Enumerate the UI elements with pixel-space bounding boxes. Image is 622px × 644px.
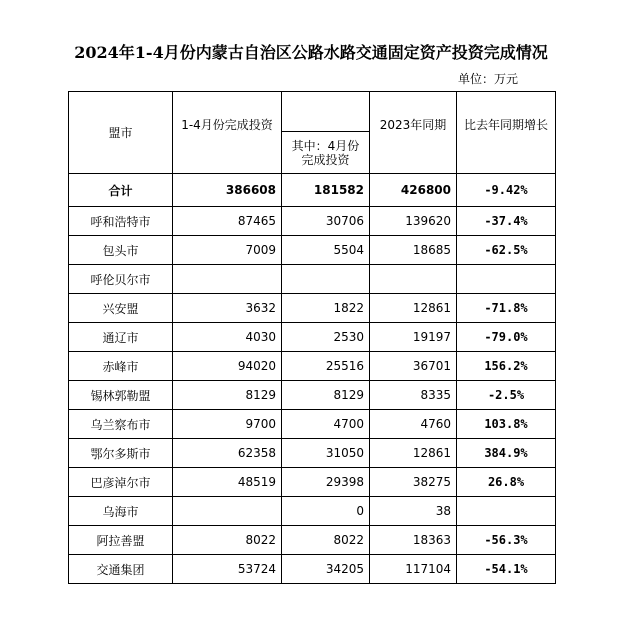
table-row [69,236,556,265]
total-row [69,174,556,207]
table-row [69,294,556,323]
header-april-spacer [282,92,370,132]
april-cell: 8129 [282,381,370,410]
growth-cell: -54.1% [457,555,556,584]
table-row [69,410,556,439]
growth-cell: 156.2% [457,352,556,381]
april-cell: 8022 [282,526,370,555]
region-cell: 交通集团 [69,555,173,584]
ytd-cell [173,497,282,526]
investment-table [68,91,556,584]
region-cell: 合计 [69,174,173,207]
ytd-cell: 9700 [173,410,282,439]
region-cell: 乌海市 [69,497,173,526]
prev-cell: 4760 [370,410,457,439]
prev-cell: 19197 [370,323,457,352]
region-cell: 包头市 [69,236,173,265]
table-row [69,497,556,526]
region-cell: 通辽市 [69,323,173,352]
header-ytd-label: 1-4月份完成投资 [181,118,273,132]
prev-cell: 38275 [370,468,457,497]
ytd-cell: 8129 [173,381,282,410]
prev-cell: 426800 [370,174,457,207]
prev-cell: 8335 [370,381,457,410]
header-april-line1: 其中：4月份 [291,138,360,153]
header-region: 盟市 [69,92,173,174]
april-cell: 34205 [282,555,370,584]
region-cell: 呼和浩特市 [69,207,173,236]
prev-cell: 12861 [370,294,457,323]
growth-cell: 103.8% [457,410,556,439]
april-cell: 181582 [282,174,370,207]
ytd-cell: 53724 [173,555,282,584]
ytd-cell: 4030 [173,323,282,352]
ytd-cell: 7009 [173,236,282,265]
prev-cell: 18685 [370,236,457,265]
table-row [69,526,556,555]
april-cell: 5504 [282,236,370,265]
header-prev [370,92,457,174]
region-cell: 赤峰市 [69,352,173,381]
table-row [69,265,556,294]
april-cell: 29398 [282,468,370,497]
ytd-cell: 62358 [173,439,282,468]
growth-cell [457,497,556,526]
region-cell: 阿拉善盟 [69,526,173,555]
table-row [69,323,556,352]
table-row [69,207,556,236]
growth-cell: -79.0% [457,323,556,352]
region-cell: 鄂尔多斯市 [69,439,173,468]
growth-cell: -2.5% [457,381,556,410]
table-row [69,555,556,584]
prev-cell: 36701 [370,352,457,381]
april-cell: 2530 [282,323,370,352]
table-row [69,352,556,381]
header-row [69,92,556,132]
growth-cell: -56.3% [457,526,556,555]
growth-cell: -9.42% [457,174,556,207]
april-cell: 25516 [282,352,370,381]
header-ytd [173,92,282,174]
growth-cell: -62.5% [457,236,556,265]
header-growth [457,92,556,174]
growth-cell [457,265,556,294]
ytd-cell [173,265,282,294]
prev-cell: 117104 [370,555,457,584]
region-cell: 锡林郭勒盟 [69,381,173,410]
ytd-cell: 3632 [173,294,282,323]
region-cell: 巴彦淖尔市 [69,468,173,497]
header-prev-label: 2023年同期 [379,118,447,132]
table-row [69,439,556,468]
growth-cell: 26.8% [457,468,556,497]
header-growth-label: 比去年同期增长 [463,118,548,132]
prev-cell: 12861 [370,439,457,468]
april-cell: 0 [282,497,370,526]
april-cell: 31050 [282,439,370,468]
unit-label: 单位：万元 [458,72,519,86]
ytd-cell: 386608 [173,174,282,207]
growth-cell: -71.8% [457,294,556,323]
header-april [282,132,370,174]
april-cell: 1822 [282,294,370,323]
region-cell: 兴安盟 [69,294,173,323]
header-april-line2: 完成投资 [301,152,350,167]
ytd-cell: 48519 [173,468,282,497]
prev-cell: 139620 [370,207,457,236]
prev-cell: 38 [370,497,457,526]
table-row [69,381,556,410]
ytd-cell: 94020 [173,352,282,381]
growth-cell: 384.9% [457,439,556,468]
prev-cell [370,265,457,294]
growth-cell: -37.4% [457,207,556,236]
april-cell [282,265,370,294]
ytd-cell: 8022 [173,526,282,555]
table-row [69,468,556,497]
prev-cell: 18363 [370,526,457,555]
ytd-cell: 87465 [173,207,282,236]
april-cell: 4700 [282,410,370,439]
april-cell: 30706 [282,207,370,236]
document-title: 2024年1-4月份内蒙古自治区公路水路交通固定资产投资完成情况 [74,43,548,62]
region-cell: 乌兰察布市 [69,410,173,439]
region-cell: 呼伦贝尔市 [69,265,173,294]
